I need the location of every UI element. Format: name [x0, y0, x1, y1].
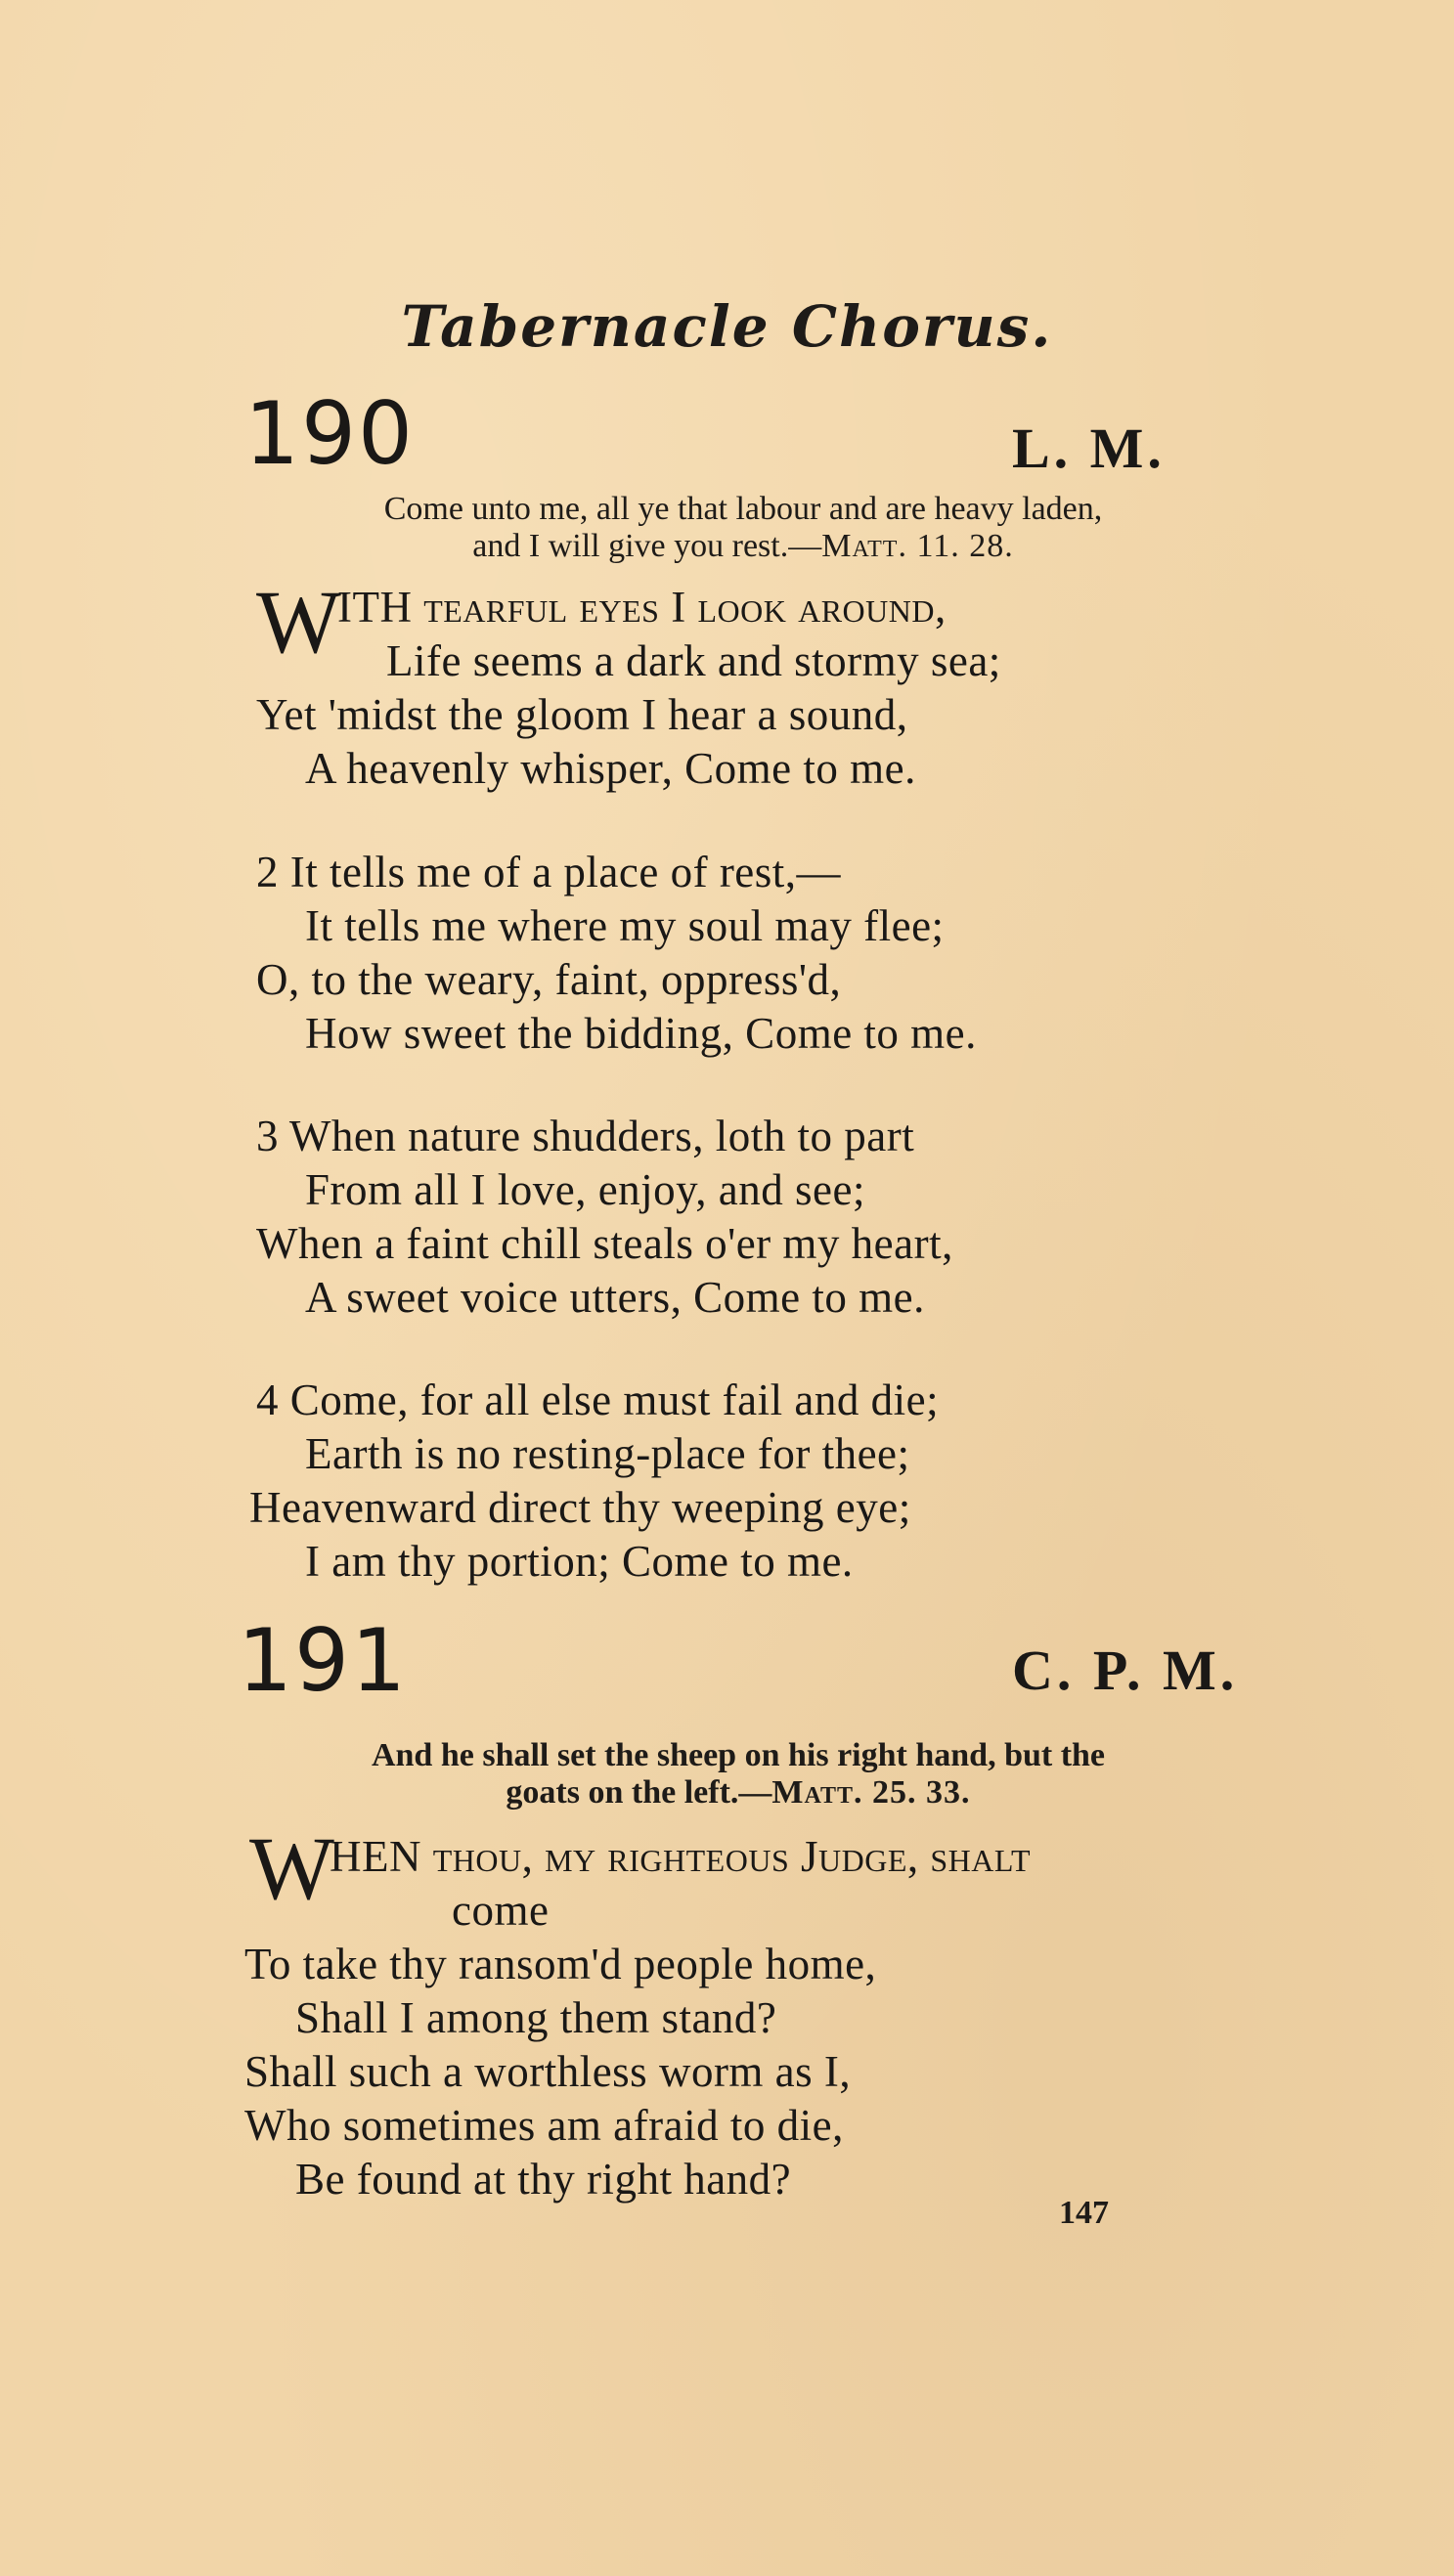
verse-line: ITH tearful eyes I look around,: [337, 583, 947, 632]
epigraph-line: And he shall set the sheep on his right hand, but the: [371, 1737, 1106, 1773]
epigraph-line: Come unto me, all ye that labour and are heavy laden,: [383, 491, 1103, 527]
verse-line: Shall such a worthless worm as I,: [244, 2047, 852, 2096]
hymn-epigraph: [244, 491, 1242, 565]
page-header: Tabernacle Chorus.: [401, 293, 1053, 360]
verse-line: From all I love, enjoy, and see;: [305, 1165, 865, 1214]
hymn-number: 191: [238, 1610, 408, 1711]
scripture-reference: Matt. 25. 33.: [771, 1774, 971, 1811]
verse-line: Be found at thy right hand?: [295, 2155, 792, 2204]
page-number: 147: [1059, 2195, 1109, 2231]
drop-cap: W: [256, 572, 341, 672]
verse-line: 4 Come, for all else must fail and die;: [256, 1375, 940, 1424]
verse-line: Heavenward direct thy weeping eye;: [249, 1483, 911, 1532]
verse-line: How sweet the bidding, Come to me.: [305, 1009, 977, 1058]
verse-line: Life seems a dark and stormy sea;: [386, 636, 1001, 685]
verse-line: Shall I among them stand?: [295, 1993, 777, 2042]
verse-line: 3 When nature shudders, loth to part: [256, 1112, 915, 1160]
verse-line: O, to the weary, faint, oppress'd,: [256, 955, 842, 1004]
verse-line: When a faint chill steals o'er my heart,: [256, 1219, 953, 1268]
hymn-meter: L. M.: [1012, 416, 1166, 480]
verse-line: 2 It tells me of a place of rest,—: [256, 848, 842, 896]
epigraph-line: [244, 528, 1242, 565]
verse-line: To take thy ransom'd people home,: [244, 1940, 877, 1988]
verse-line: Earth is no resting-place for thee;: [305, 1429, 910, 1478]
hymn-number: 190: [244, 383, 415, 484]
verse-line: A heavenly whisper, Come to me.: [305, 744, 916, 793]
verse-line: come: [452, 1886, 550, 1935]
scripture-reference: Matt. 11. 28.: [821, 528, 1014, 564]
hymn-epigraph: [235, 1737, 1242, 1812]
verse-line: HEN thou, my righteous Judge, shalt: [330, 1832, 1032, 1881]
verse-line: I am thy portion; Come to me.: [305, 1537, 854, 1586]
drop-cap: W: [249, 1818, 334, 1918]
epigraph-line: [235, 1774, 1242, 1812]
epigraph-text: goats on the left.—: [506, 1774, 772, 1811]
verse-line: Who sometimes am afraid to die,: [244, 2101, 844, 2150]
verse-line: A sweet voice utters, Come to me.: [305, 1273, 925, 1322]
hymn-meter: C. P. M.: [1012, 1638, 1239, 1702]
verse-line: It tells me where my soul may flee;: [305, 901, 945, 950]
verse-line: Yet 'midst the gloom I hear a sound,: [256, 690, 908, 739]
epigraph-text: and I will give you rest.—: [472, 528, 822, 564]
